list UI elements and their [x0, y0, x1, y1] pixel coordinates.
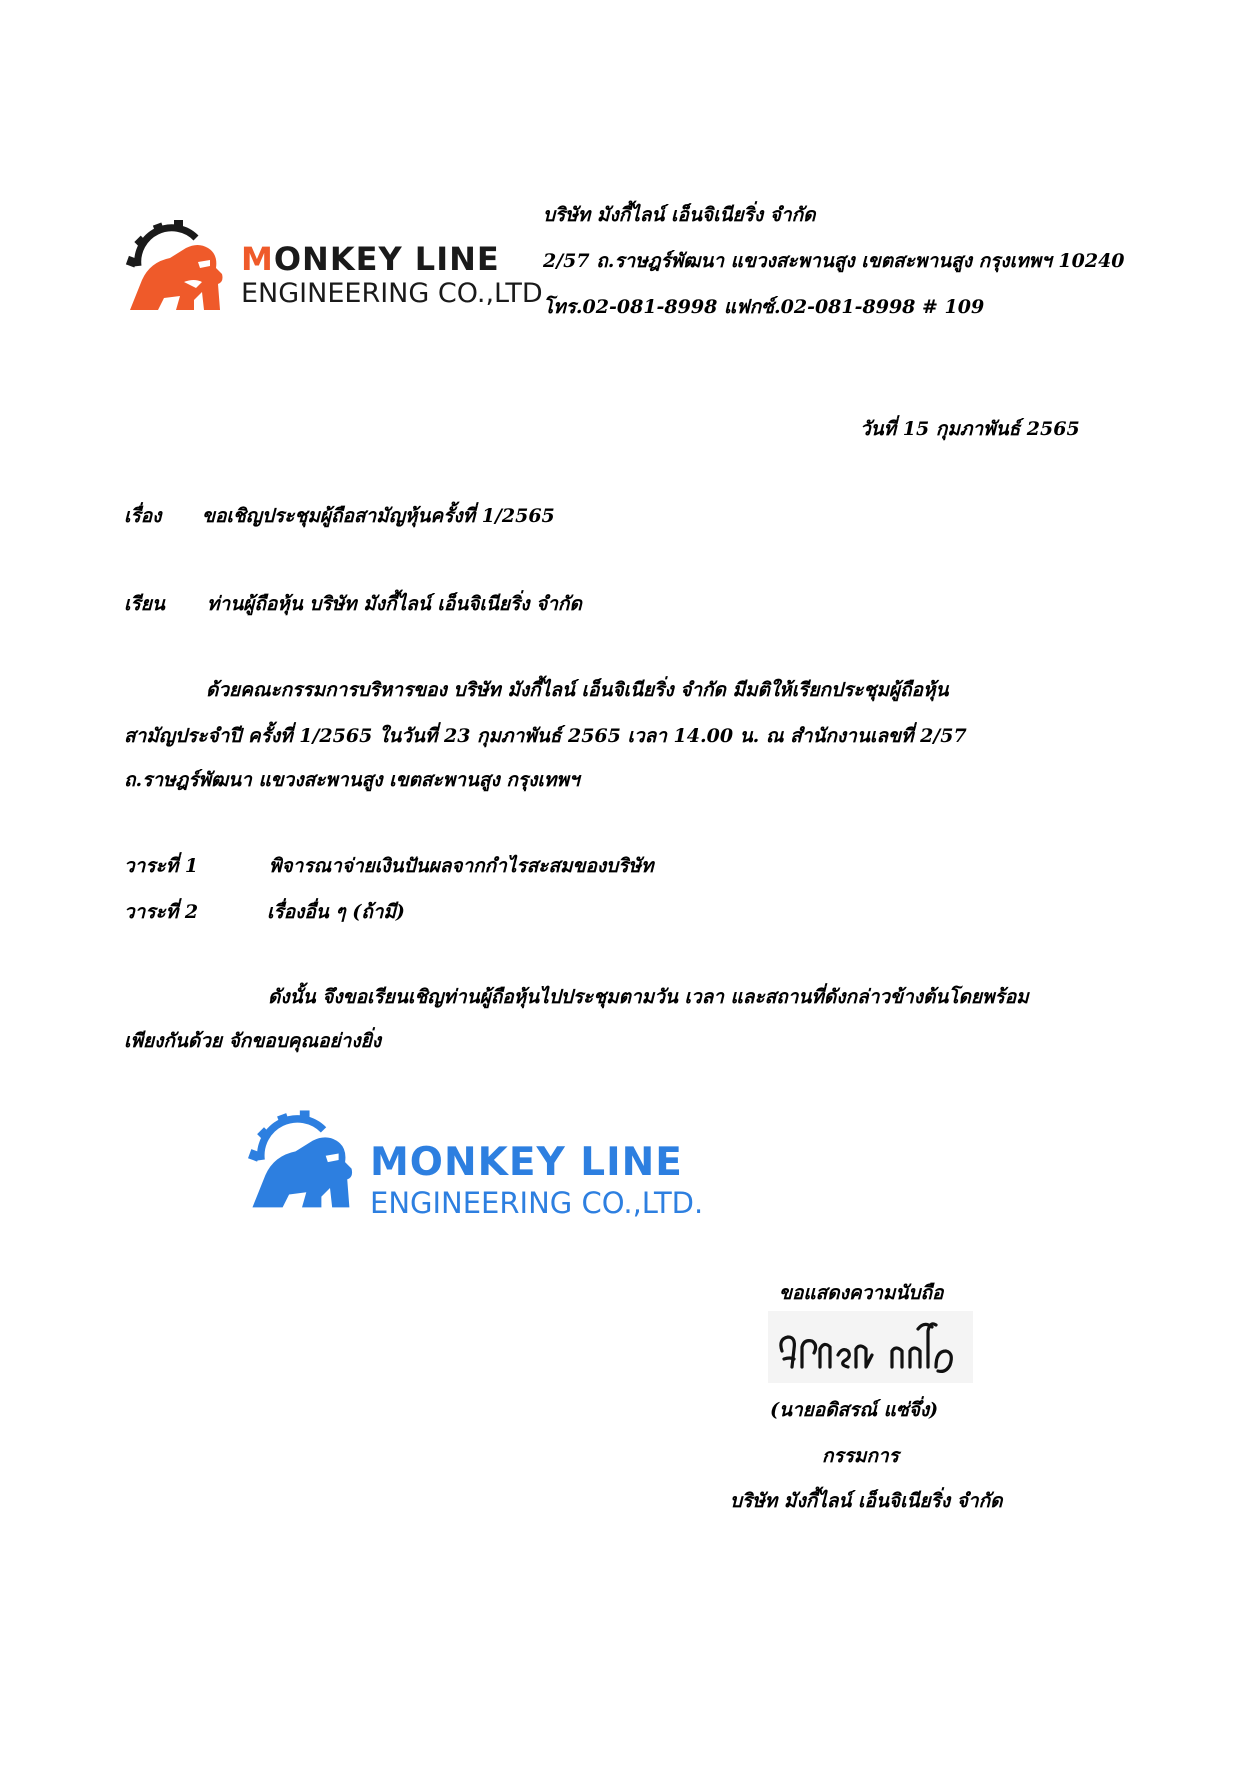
paragraph2-line2: เพียงกันด้วย จักขอบคุณอย่างยิ่ง [124, 1030, 382, 1052]
paragraph1-line2: สามัญประจำปี ครั้งที่ 1/2565 ในวันที่ 23 กุมภาพันธ์ 2565 เวลา 14.00 น. ณ สำนักงานเลขที่ 2/57 [124, 725, 967, 747]
agenda-2-label: วาระที่ 2 [124, 901, 199, 923]
company-name: บริษัท มังกี้ไลน์ เอ็นจิเนียริ่ง จำกัด [543, 204, 816, 226]
paragraph2-line1: ดังนั้น จึงขอเรียนเชิญท่านผู้ถือหุ้นไปประชุมตามวัน เวลา และสถานที่ดังกล่าวข้างต้นโดยพร้อม [268, 986, 1029, 1008]
paragraph1-line1: ด้วยคณะกรรมการบริหารของ บริษัท มังกี้ไลน์ เอ็นจิเนียริ่ง จำกัด มีมติให้เรียกประชุมผู้ถือหุ้น [206, 679, 949, 701]
recipient-text: ท่านผู้ถือหุ้น บริษัท มังกี้ไลน์ เอ็นจิเนียริ่ง จำกัด [207, 593, 582, 615]
logo-brand-line1: MONKEY LINE [241, 240, 500, 278]
recipient-label: เรียน [124, 593, 165, 615]
agenda-1-text: พิจารณาจ่ายเงินปันผลจากกำไรสะสมของบริษัท [269, 855, 654, 877]
company-address: 2/57 ถ.ราษฎร์พัฒนา แขวงสะพานสูง เขตสะพานสูง กรุงเทพฯ 10240 [543, 250, 1125, 272]
closing-text: ขอแสดงความนับถือ [779, 1282, 944, 1304]
signature-scribble-icon [768, 1311, 973, 1383]
subject-text: ขอเชิญประชุมผู้ถือสามัญหุ้นครั้งที่ 1/2565 [202, 505, 555, 527]
gorilla-gear-logo-icon [124, 218, 228, 314]
signatory-name: (นายอดิสรณ์ แซ่จึ่ง) [770, 1399, 939, 1421]
letter-date: วันที่ 15 กุมภาพันธ์ 2565 [860, 418, 1080, 440]
company-contact: โทร.02-081-8998 แฟกซ์.02-081-8998 # 109 [543, 296, 985, 318]
signatory-company: บริษัท มังกี้ไลน์ เอ็นจิเนียริ่ง จำกัด [730, 1490, 1003, 1512]
signatory-position: กรรมการ [822, 1445, 899, 1467]
stamp-brand-line2: ENGINEERING CO.,LTD. [370, 1186, 704, 1220]
logo-brand-line2: ENGINEERING CO.,LTD [241, 278, 543, 309]
stamp-brand-line1: MONKEY LINE [370, 1140, 683, 1185]
agenda-2-text: เรื่องอื่น ๆ (ถ้ามี) [267, 901, 405, 923]
paragraph1-line3: ถ.ราษฎร์พัฒนา แขวงสะพานสูง เขตสะพานสูง กรุงเทพฯ [124, 769, 580, 791]
company-stamp-logo-icon [246, 1108, 358, 1212]
subject-label: เรื่อง [124, 505, 162, 527]
agenda-1-label: วาระที่ 1 [124, 855, 199, 877]
handwritten-signature [768, 1311, 973, 1383]
